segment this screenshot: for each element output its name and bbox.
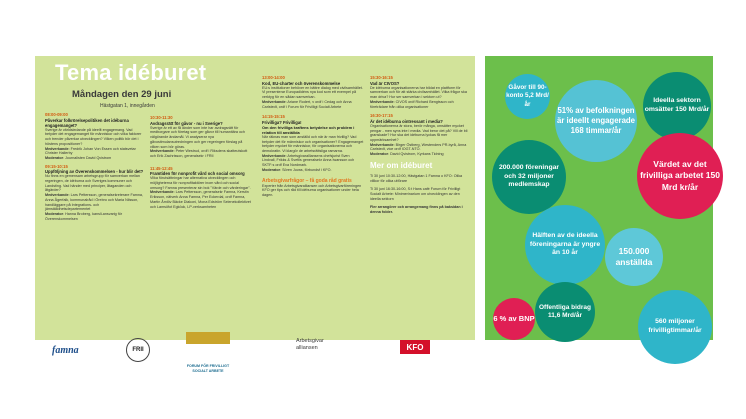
session-description: Sverige är världsledande på ideellt engagemang. Vad betyder det engagemanget för människor och vilka faktorer och trender påverkar utvecklingen? Vilken politik bör det i höstens propositioner? xyxy=(45,127,142,146)
session-time: 09:15-10:15 xyxy=(45,163,68,169)
session-description: Vilka förutsättningar har alternativa utvecklingen och möjligheterna för nonprofitaktörer inom vård och social omsorg? Famna presenterar sin bok "Värde och värderingar". xyxy=(150,176,251,190)
program-column-1 xyxy=(45,113,145,225)
program-column-3 xyxy=(262,76,364,202)
forum-logo: FORUM FÖR FRIVILLIGT SOCIALT ARBETE xyxy=(186,332,230,368)
session-1300 xyxy=(262,76,364,109)
session-description: De idéburna organisationerna har bildat en plattform för samverkan och för att stärka civilsamhället. Vilka frågor ska man driva? Hur ser samverkan i sektorn ut? xyxy=(370,85,467,100)
session-description: Sverige är ett av få länder som inte har avdragsrätt för medborgare och företag som ger gåvor till humanitära och välgörande ändamål. Vi analyserar nya gåvostimulansutredningen och ger regeringen förslag på vilken som bör göras. xyxy=(150,125,245,149)
session-description: Nu finns en gemensam arbetsgrupp för samverkan mellan regeringen, de idéburna och Sveriges kommuner och Landsting. Vad händer med principer, åtaganden och åtgärder? xyxy=(45,174,140,193)
session-description: När räknas man som anställd och när är man frivillig? Vad betyder det för människor och organisationer? Engagemanget betyder mycket för människor, för organisationerna och demokratin. Vi klargör de arbetsrättsliga ramarna. xyxy=(262,134,364,154)
session-speakers: Medverkande: Ariane Rodert, v ordf i Cedag och Anna Carlstedt, ordf i Forum för Frivilligt Socialt Arbete xyxy=(262,99,352,109)
session-speakers: Medverkande: Birger Östberg, Westenders PR-byrå, Anna Carlstedt, vice ordf IOGT-NTO. xyxy=(370,142,467,152)
fact-bubble: 200.000 föreningar och 32 miljoner medlemskap xyxy=(492,140,566,214)
session-time: 15:30-16:15 xyxy=(370,75,393,80)
session-1145 xyxy=(150,167,252,210)
session-time: 08:00-09:00 xyxy=(45,112,68,117)
more-heading: Mer om idéburet xyxy=(370,160,433,170)
session-time: 11:45-12:45 xyxy=(150,165,173,171)
advice-heading: Arbetsgivarfrågor – få goda råd gratis xyxy=(262,177,352,184)
session-title: Vad är CIVOS? xyxy=(370,80,400,86)
more-footer: Fler arrangörer och arrangemang finns på baksidan i denna folder. xyxy=(370,205,463,215)
session-time: 10:30-11:30 xyxy=(150,115,173,120)
more-section xyxy=(370,161,470,215)
fact-bubble: 6 % av BNP xyxy=(493,298,535,340)
more-item: Ti 30 juni 16:30-16:00, S:t Hans café Forum för Frivilligt Socialt Arbete: Minimerinarium om utvecklingen av den ideella sektorn xyxy=(370,187,461,201)
session-moderator: Moderator: Hanna Broberg, kansli-ansvarig för Överenskommelsen xyxy=(45,211,123,221)
session-speakers: Medverkande: Peter Westrud, ordf i Riksdens skatteutskott och Erik Zachrisson, generalsekr i FRII xyxy=(150,149,248,158)
session-0915 xyxy=(45,165,145,222)
employer-advice xyxy=(262,178,364,198)
session-time: 16:30-17:15 xyxy=(370,113,393,119)
session-time: 13:00-14:00 xyxy=(262,75,285,80)
session-moderator: Moderator: Journalisten David Qvistrom xyxy=(45,155,112,160)
session-title: Är det idéburna ointressant i media? xyxy=(370,118,443,124)
session-1530 xyxy=(370,76,470,109)
arbetsgivaralliansen-logo: Arbetsgivar alliansen xyxy=(296,338,324,351)
program-column-2 xyxy=(150,116,252,213)
session-title: Uppföljning av Överenskommelsen - hur blir det? xyxy=(45,169,144,175)
fact-bubble: Ideella sektorn omsätter 150 Mrd/år xyxy=(643,72,711,140)
event-date: Måndagen den 29 juni xyxy=(72,89,172,100)
kfo-logo: KFO xyxy=(400,340,430,354)
session-speakers: Medverkande: CIVOS ordf Richard Bengtsson och företrädare från olika organisationer xyxy=(370,99,454,109)
fact-bubble: Gåvor till 90-konto 5,2 Mrd/år xyxy=(505,74,550,119)
frii-logo: FRII xyxy=(126,338,150,362)
session-speakers: Medverkande: Lars Pettersson, generalsekr Famna, Kerstin Eriksson, nätverk Anna Famna, Per Eckerdal, ordf Famna, Martin Åmlöv Bäcke Diakoni, Mona Edström Selenekollektivet och Lamsöfot Egköck, LP-verksamheten xyxy=(150,190,251,209)
session-speakers: Medverkande: Fredrik Johan Von Essen och statsvetar Christer Hallerby xyxy=(45,146,136,156)
session-speakers: Medverkande: Arbetsgivaralliansens chefsjurist Sven Lindvall, Frikks & Svetlis generalsekr Anna Iwarsson och SKTF:s ordf Eva Nordmark. xyxy=(262,153,355,168)
event-place: Hästgatan 1, innegården xyxy=(100,103,155,109)
session-title: Påverkar folkrörelsepolitiken det idéburna engagemanget? xyxy=(45,117,129,128)
session-1630 xyxy=(370,114,470,157)
advice-description: Experter från Arbetsgivaralliansen och Arbetsgivarföreningen KFO ger tips och råd till idéburna organisationer under hela dagen. xyxy=(262,183,362,197)
fact-bubble: 560 miljoner frivilligtimmar/år xyxy=(638,290,712,364)
session-description: Organisationerna är stora, berör många, omsätter mycket pengar - men syns inte i media. Vad beror det på? Vill de bli granskade? Hur ska det idéburna lyckas få mer uppmärksamhet? xyxy=(370,123,468,143)
fact-bubble: 150.000 anställda xyxy=(605,228,663,286)
session-title: Framtiden för nonprofit vård och social omsorg xyxy=(150,171,245,177)
page-title: Tema idéburet xyxy=(55,60,207,85)
session-1415 xyxy=(262,115,364,172)
fact-bubble: Hälften av de ideella föreningarna är yngre än 10 år xyxy=(525,205,605,285)
session-0800 xyxy=(45,113,145,161)
session-title: Frivilliga? Frivilliga! xyxy=(262,119,302,125)
more-item: Ti 30 juni 10:30-12:00, Hästgatan 1 Famna o KFO: Olika villkor för olika utförare xyxy=(370,173,463,183)
session-title: Kod, EU-charter och överenskommelse xyxy=(262,80,341,86)
fact-bubble: Värdet av det frivilliga arbetet 150 Mrd kr/år xyxy=(637,133,723,219)
session-1030 xyxy=(150,116,252,159)
session-moderator: Moderator: Sören Juvas, förbundsf i KFO. xyxy=(262,167,332,172)
session-time: 14:15-15:15 xyxy=(262,114,285,120)
fact-bubble: Offentliga bidrag 11,6 Mrd/år xyxy=(535,282,595,342)
fact-bubble: 51% av befolkningen är ideellt engagerade 168 timmar/år xyxy=(555,80,637,162)
session-title: Avdragsrätt för gåvor - nu i Sverige? xyxy=(150,120,223,126)
famna-logo: famna xyxy=(52,345,79,356)
session-moderator: Moderator: David Qvistrom, Kyrkans Tidning xyxy=(370,152,444,157)
session-description: EU:s institutioner behöver en bättre dialog med civilsamhället. Vi presenterar Europadidéns nya kod som ett exempel på verktyg för en sådan samverkan. xyxy=(262,85,363,100)
session-speakers: Medverkande: Lars Pettersson, generalsekreterare Famna, Anna Ågerfalk, kommunalråd i Örebro och Maria Nilsson, handläggare på Integrations- och jämställdhetsdepartementet xyxy=(45,193,143,212)
session-subtitle: Om den frivilliga kraftens betydelse och problem i relation till anställda xyxy=(262,124,355,135)
program-column-4 xyxy=(370,76,470,219)
